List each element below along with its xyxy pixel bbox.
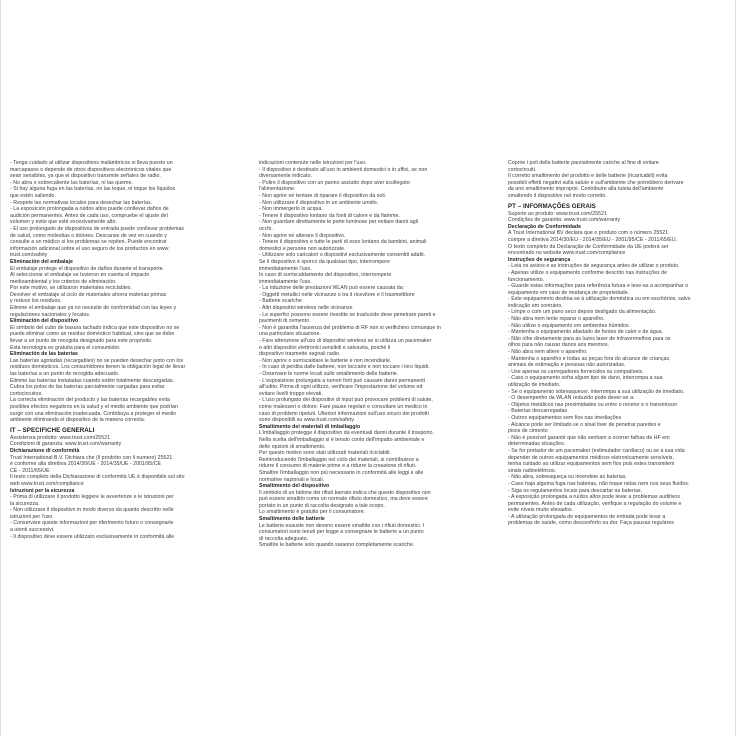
text-line: - Guarde estas informações para referência futura e leve-as a acompanhar o	[508, 283, 689, 290]
text-line: evite níveis muito elevados.	[508, 507, 574, 514]
text-line: El embalaje protege el dispositivo de daños durante el transporte.	[10, 265, 165, 272]
text-line: portato in un punto di raccolta designato a tale scopo.	[259, 502, 385, 509]
text-line: Al seleccionar el embalaje se tuvieron en cuenta el impacto	[10, 272, 150, 279]
text-line: possibili effetti negativi sulla salute e sull'ambiente che potrebbero derivare	[508, 179, 684, 186]
text-line: - Leia os avisos e as instruções de segurança antes de utilizar o produto.	[508, 263, 680, 270]
text-line: - Não abra nem altere o aparelho.	[508, 349, 588, 356]
text-line: animais de estimação e pessoas não autorizadas.	[508, 362, 626, 369]
text-line: - Não é possível garantir que não venham a ocorrer falhas de HF em	[508, 434, 670, 441]
text-line: tenha cuidado ao utilizar equipamentos sem fios pois estes transmitem	[508, 461, 675, 468]
text-line: consulte a un médico si los problemas se repiten. Puede encontrar	[10, 239, 167, 246]
text-line: è conforme alla direttiva 2014/30/UE - 2014/35/UE - 2001/95/CE	[10, 461, 162, 468]
text-line: cumpre a diretiva 2014/30/EU - 2014/35/EU - 2001/95/CE - 2011/65/EU.	[508, 236, 678, 243]
text-line: - Caso o equipamento sofra algum tipo de dano, interrompa a sua	[508, 375, 663, 382]
section-heading: Instruções de segurança	[508, 256, 571, 263]
text-line: El símbolo del cubo de basura tachado indica que este dispositivo no se	[10, 324, 180, 331]
text-line: Assistenza prodotto: www.trust.com/25521	[10, 434, 111, 441]
text-line: La correcta eliminación del producto y las baterías recargables evita	[10, 397, 171, 404]
section-heading: Eliminación de las baterías	[10, 351, 78, 358]
text-line: l'alimentazione.	[259, 186, 296, 193]
text-line: determinadas situações.	[508, 441, 566, 448]
text-line: In caso di surriscaldamento del dispositivo, interrompere	[259, 272, 392, 279]
text-line: - No abra o sobrecaliente las baterías, ni las queme.	[10, 179, 133, 186]
text-line: - Outros equipamentos sem fios nas imediações	[508, 414, 622, 421]
text-line: da uno smaltimento improprio. Contribuire alla tutela dell'ambiente	[508, 186, 664, 193]
text-line: - Il dispositivo è destinato all'uso in ambienti domestici o in uffici, se non	[259, 166, 428, 173]
column-italian-portuguese	[508, 160, 733, 527]
text-line: CE - 2011/65/UE	[10, 467, 50, 474]
text-line: utilização de imediato.	[508, 382, 561, 388]
section-heading: Eliminación del dispositivo	[10, 318, 79, 325]
text-line: - Se o equipamento sobreaquecer, interrompa a sua utilização de imediato.	[508, 388, 685, 395]
section-heading: Eliminación del embalaje	[10, 258, 73, 265]
text-line: - Se for portador de um pacemaker (estimulador cardíaco) ou se a sua vida	[508, 447, 685, 454]
text-line: - Non è garantita l'assenza del problema di RF non si verifichino comunque in	[259, 324, 441, 331]
text-line: - Caso haja alguma fuga nas baterias, não toque nelas nem nos seus fluidos.	[508, 480, 690, 487]
text-line: - Tenere il dispositivo e tutte le parti di esso lontano da bambini, animali	[259, 239, 427, 246]
text-line: marcapasos o depende de otros dispositivos electrónicos vitales que	[10, 166, 172, 173]
text-line: indicação em contrário.	[508, 302, 563, 309]
text-line: Suporte ao produto: www.trust.com/25521	[508, 210, 607, 217]
text-line: immediatamente l'uso.	[259, 265, 312, 272]
text-line: consumatori sono tenuti per legge a consegnare le batterie a un punto	[259, 529, 424, 536]
text-line: - Mantenha o aparelho e todas as peças fora do alcance de crianças,	[508, 355, 671, 362]
text-line: permanentes. Antes de cada utilização, verifique a regulação do volume e	[508, 500, 682, 507]
text-line: caso di problemi ripetuti. Ulteriori informazioni sull'uso sicuro dei prodotti	[259, 410, 429, 417]
text-line: - Si hay alguna fuga en las baterías, no las toque, ni toque los líquidos	[10, 186, 176, 193]
section-heading: Istruzioni per la sicurezza	[10, 487, 75, 494]
text-line: immediatamente l'uso.	[259, 278, 312, 285]
text-line: smaltendo il dispositivo nel modo corretto.	[508, 192, 607, 199]
text-line: - Respete las normativas locales para desechar las baterías.	[10, 199, 153, 206]
text-line: - El uso prolongado de dispositivos de entrada puede conllevar problemas	[10, 225, 185, 232]
text-line: - La riduzione delle prestazioni WLAN può essere causata da:	[259, 285, 405, 292]
text-line: - Altri dispositivi wireless nelle vicinanze	[259, 305, 353, 312]
text-line: O texto completo da Declaração de Conformidade da UE poderá ser	[508, 243, 669, 250]
text-line: a utenti successivi.	[10, 527, 55, 534]
text-line: cortocircuitos.	[10, 390, 43, 397]
text-line: - Não abra nem tente reparar o aparelho.	[508, 316, 605, 323]
text-line: información adicional sobre el uso seguro de los productos en www.	[10, 245, 170, 252]
text-line: Smaltire le batterie solo quando saranno completamente scariche.	[259, 542, 415, 549]
text-line: - Tenga cuidado al utilizar dispositivos inalámbricos si lleva puesto un	[10, 160, 173, 166]
text-line: llevar a un punto de recogida designado para este propósito.	[10, 338, 153, 345]
text-line: come malesseri o dolore. Fare pause regolari e consultare un medico in	[259, 403, 428, 410]
text-line: occhi.	[259, 225, 273, 232]
text-line: - Pulire il dispositivo con un panno asciutto dopo aver scollegato	[259, 179, 410, 186]
text-line: - Mantenha o equipamento afastado de fontes de calor e de água.	[508, 329, 664, 336]
text-line: Esta tecnología es gratuita para el consumidor.	[10, 344, 121, 351]
text-line: medioambiental y los criterios de eliminación.	[10, 278, 117, 285]
text-line: Il simbolo di un bidone dei rifiuti barrato indica che questo dispositivo non	[259, 489, 431, 496]
section-heading: PT – INFORMAÇÕES GERAIS	[508, 202, 596, 210]
text-line: evitare livelli troppo elevati.	[259, 390, 323, 397]
text-line: equipamento em caso de mudança de propriedade.	[508, 289, 630, 296]
text-line: Condizioni di garanzia: www.trust.com/warranty	[10, 441, 122, 448]
text-line: - A utilização prolongada de equipamentos de entrada pode levar a	[508, 513, 666, 520]
text-line: sono disponibili su www.trust.com/safety.	[259, 417, 355, 424]
text-line: delle opzioni di smaltimento.	[259, 443, 326, 450]
text-line: - Osservare le norme locali sullo smaltimento delle batterie.	[259, 371, 399, 377]
text-line: di raccolta adeguato.	[259, 535, 309, 542]
column-spanish-italian	[10, 160, 235, 540]
text-line: web www.trust.com/compliance	[10, 480, 84, 487]
column-italian	[259, 160, 484, 549]
text-line: la sicurezza.	[10, 500, 40, 507]
text-line: sean sensibles, ya que el dispositivo transmite señales de radio.	[10, 173, 161, 180]
text-line: - Le superfici possono essere rivestite se traslucide deve penetrare pareti e	[259, 311, 436, 318]
text-line: istruzioni per l'uso.	[10, 513, 54, 520]
text-line: Las baterías agotadas (recargables) no se pueden desechar junto con los	[10, 357, 184, 364]
text-line: una particolare situazione.	[259, 331, 321, 338]
text-line: - Non aprire né tentare di riparare il dispositivo da soli.	[259, 192, 387, 199]
text-line: sinais radioelétricos.	[508, 467, 557, 474]
text-line: - Non guardare direttamente le porte luminose per evitare danni agli	[259, 219, 419, 226]
text-line: L'imballaggio protegge il dispositivo da eventuali danni durante il trasporto.	[259, 430, 435, 437]
text-line: - Limpe o com um pano seco depois desligado da alimentação.	[508, 309, 657, 316]
text-line: - Utilizzare solo caricatori o dispositivi esclusivamente consentiti adatti.	[259, 252, 426, 259]
text-line: - Apenas utilize o equipamento conforme descrito nas instruções de	[508, 269, 668, 276]
text-line: - O desempenho da WLAN reduzido pode dever-se a:	[508, 395, 635, 402]
text-line: problemas de saúde, como desconforto ou dor. Faça pausas regulares	[508, 520, 674, 527]
section-heading: Smaltimento dei materiali di imballaggio	[259, 423, 361, 430]
text-line: - Non immergerlo in acqua.	[259, 206, 323, 213]
text-line: dispositivo trasmette segnali radio.	[259, 351, 341, 358]
text-line: encontrado no website www.trust.com/compliance	[508, 250, 626, 257]
text-line: - Batterie scariche	[259, 298, 302, 305]
text-line: Trust International B.V. Dichiara che (il prodotto con il numero) 25521	[10, 454, 173, 461]
text-line: - Il dispositivo deve essere utilizzato esclusivamente in conformità alle	[10, 533, 175, 540]
text-line: - Prima di utilizzare il prodotto leggere le avvertenze e le istruzioni per	[10, 494, 174, 501]
text-line: ridurre il consumo di materie prime e a ridurre la creazione di rifiuti.	[259, 463, 417, 470]
text-line: Cubra los polos de las baterías parcialmente cargadas para evitar	[10, 384, 165, 391]
text-line: regulaciones nacionales y locales.	[10, 311, 91, 318]
text-line: Nella scelta dell'imballaggio si è tenuto conto dell'impatto ambientale e	[259, 436, 425, 443]
text-line: Il testo completo della Dichiarazione di conformità UE è disponibile sul sito	[10, 474, 185, 481]
text-line: - Tenere il dispositivo lontano da fonti di calore e da fiamme.	[259, 212, 400, 219]
text-line: all'udito. Prima di ogni utilizzo, verificare l'impostazione del volume ed	[259, 384, 423, 391]
text-line: posibles efectos negativos en la salud y el medio ambiente que podrían	[10, 403, 178, 410]
text-line: Reintroducendo l'imballaggio nel ciclo dei materiali, si contribuisce a	[259, 456, 419, 463]
text-line: - L'esposizione prolungata a rumori forti può causare danni permanenti	[259, 377, 425, 384]
text-line: olhos para não causar danos aos mesmos.	[508, 342, 610, 349]
text-line: A Trust International BV declara que o produto com o número 25521	[508, 230, 669, 237]
text-line: - Non utilizzare il dispositivo in modo diverso da quanto descritto nelle	[10, 507, 174, 514]
text-line: las baterías a un punto de recogida adecuado.	[10, 371, 120, 377]
text-line: pavimenti di cemento	[259, 318, 310, 325]
text-line: - Baterias descarregadas	[508, 408, 568, 415]
text-line: - Conservare queste informazioni per riferimento futuro o consegnarle	[10, 520, 174, 527]
text-line: y reduce los residuos.	[10, 298, 62, 305]
text-line: normative nazionali e locali.	[259, 476, 325, 483]
text-line: Smaltire l'imballaggio non più necessario in conformità alle leggi e alle	[259, 469, 424, 476]
text-line: - Alcance pode ser limitado se o sinal tiver de penetrar paredes e	[508, 421, 661, 428]
text-line: Lo smaltimento è gratuito per il consumatore.	[259, 509, 366, 516]
text-line: Condições de garantia: www.trust.com/warranty	[508, 217, 621, 224]
section-heading: IT – SPECIFICHE GENERALI	[10, 426, 95, 434]
text-line: funcionamento.	[508, 276, 545, 283]
text-line: - Non aprire o surriscaldare le batterie e non incendiarle.	[259, 357, 392, 364]
text-line: - L'uso prolungato dei dispositivi di input può provocare problemi di salute,	[259, 397, 433, 404]
text-line: residuos domésticos. Los consumidores tienen la obligación legal de llevar	[10, 364, 186, 371]
text-line: - In caso di perdita dalle batterie, non toccarle e non toccare i loro liquidi.	[259, 364, 430, 371]
text-line: Se il dispositivo è sporco da qualsiasi tipo, interrompere	[259, 258, 390, 265]
text-line: - La exposición prolongada a ruidos altos puede conllevar daños de	[10, 206, 169, 213]
text-line: - Fare attenzione all'uso di dispositivi wireless se si utilizza un pacemaker	[259, 338, 432, 345]
text-line: surgir con una eliminación inadecuada. Contribuya a proteger el medio	[10, 410, 177, 417]
text-line: puede eliminar como un residuo doméstico habitual, sino que se debe	[10, 331, 175, 338]
text-line: que estén saliendo.	[10, 192, 56, 199]
text-line: - Non aprire né alterare il dispositivo.	[259, 232, 346, 239]
text-line: Por este motivo, se utilizaron materiales reciclables.	[10, 285, 133, 292]
text-line: - Siga os regulamentos locais para descartar as baterias.	[508, 487, 643, 494]
text-line: - Non utilizzare il dispositivo in un ambiente umido.	[259, 199, 379, 206]
section-heading: Declaração de Conformidade	[508, 223, 582, 230]
text-line: depender de outros equipamentos médicos eletronicamente sensíveis,	[508, 454, 674, 461]
section-heading: Smaltimento del dispositivo	[259, 483, 330, 490]
text-line: Devolver el embalaje al ciclo de materiales ahorra materias primas	[10, 291, 167, 298]
text-line: - Use apenas os carregadores fornecidos ou compatíveis.	[508, 368, 644, 375]
text-line: può essere smaltito come un normale rifiuto domestico, ma deve essere	[259, 496, 428, 503]
text-line: indicazioni contenute nelle istruzioni per l'uso.	[259, 160, 367, 166]
text-line: de salud, como molestias o dolores. Descanse de vez en cuando y	[10, 232, 167, 239]
text-line: - Não olhe diretamente para as luzes laser de infravermelhos para os	[508, 335, 671, 342]
section-heading: Dichiarazione di conformità	[10, 447, 80, 454]
text-line: Elimine las baterías instaladas cuando estén totalmente descargadas.	[10, 377, 175, 384]
text-line: Il corretto smaltimento del prodotto e delle batterie (ricaricabili) evita	[508, 173, 668, 180]
text-line: diversamente indicato.	[259, 173, 313, 180]
text-line: - Oggetti metallici nelle vicinanze o tra il ricevitore e il trasmettitore	[259, 291, 415, 298]
text-line: Le batterie esauste non devono essere smaltite con i rifiuti domestici. I	[259, 522, 425, 529]
text-line: - Não utilize o equipamento em ambientes húmidos.	[508, 322, 631, 329]
text-line: - A exposição prolongada a ruídos altos pode levar a problemas auditivos	[508, 494, 681, 501]
text-line: Per questo motivo sono stati utilizzati materiali riciclabili.	[259, 450, 391, 457]
text-line: - Este equipamento destina-se à utilização doméstica ou em escritórios, salvo	[508, 296, 691, 303]
text-line: ambiente eliminando el dispositivo de la manera correcta.	[10, 417, 146, 424]
text-line: volumen y evite que esté excesivamente alto.	[10, 219, 117, 226]
text-line: - Não abra, sobreaqueça ou incendeie as baterias.	[508, 474, 627, 481]
text-line: audición permanentes. Antes de cada uso, compruebe el ajuste del	[10, 212, 168, 219]
text-line: pisos de cimento	[508, 428, 548, 435]
text-line: Elimine el embalaje que ya no necesite de conformidad con las leyes y	[10, 305, 177, 312]
text-line: o altri dispositivi elettronici sensibili e salvavita, poiché il	[259, 344, 391, 351]
text-line: trust.com/safety	[10, 252, 48, 259]
text-line: - Objetos metálicos nas proximidades ou entre o recetor e o transmissor	[508, 401, 678, 408]
text-line: cortocircuiti.	[508, 166, 537, 173]
section-heading: Smaltimento delle batterie	[259, 516, 325, 523]
text-line: domestici e persone non autorizzate.	[259, 245, 346, 252]
text-line: Coprire i poli delle batterie parzialmente cariche al fine di evitare	[508, 160, 659, 166]
